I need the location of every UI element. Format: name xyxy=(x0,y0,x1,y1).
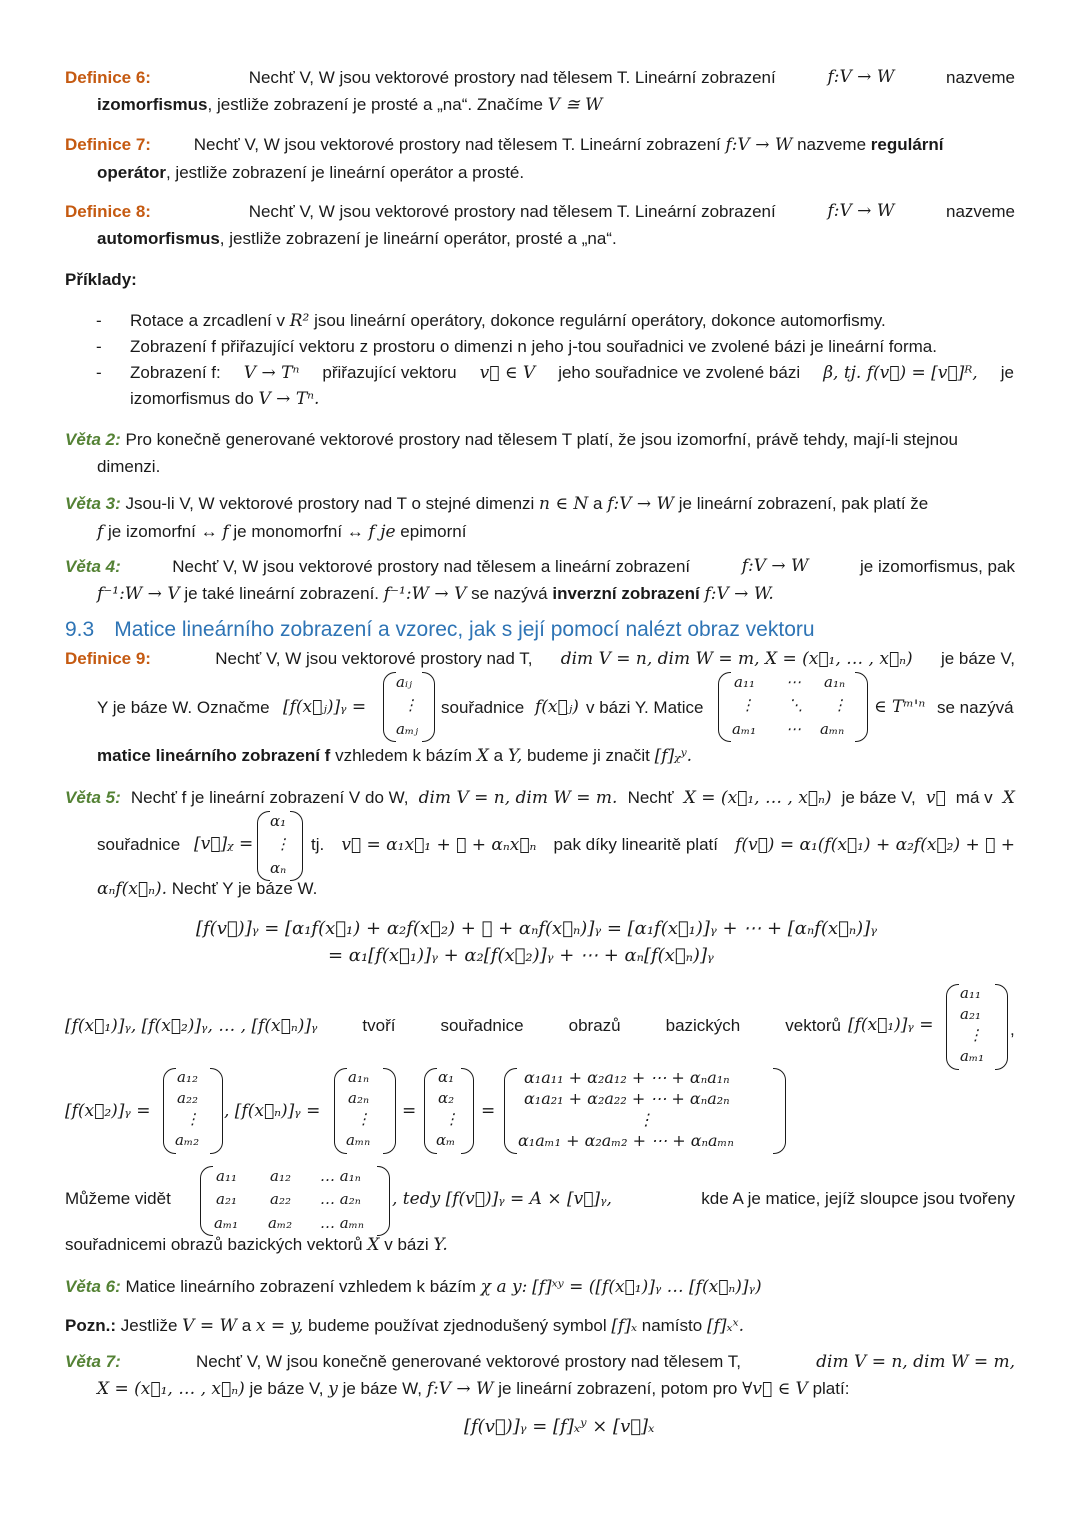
math-expression: dim V = n, dim W = m, xyxy=(816,1352,1015,1372)
math-expression: Y, xyxy=(507,746,523,766)
matrix-cell: a₁₁ xyxy=(216,1167,237,1185)
punctuation: , xyxy=(1010,1020,1015,1039)
matrix-cell: α₂ xyxy=(438,1089,455,1107)
definition-text: souřadnice xyxy=(441,698,525,717)
math-expression: X xyxy=(476,746,489,766)
math-expression: V ≅ W xyxy=(547,95,603,115)
math-expression: [f]ₓˣ. xyxy=(706,1316,744,1336)
math-expression: f xyxy=(222,522,229,542)
definition-text: nazveme xyxy=(946,202,1015,221)
list-text: Zobrazení f přiřazující vektoru z prostoru o dimenzi n jeho j-tou souřadnici ve zvolené bázi je lineární forma. xyxy=(130,337,937,356)
definition-9-line1 xyxy=(65,649,1015,669)
matrix-cell: a₂₂ xyxy=(177,1089,198,1107)
matrix-cell: α₁aₘ₁ + α₂aₘ₂ + ⋯ + αₙaₘₙ xyxy=(518,1131,734,1150)
matrix-cell: a₁₂ xyxy=(270,1167,291,1185)
definition-8 xyxy=(65,198,1015,252)
theorem-text: má v xyxy=(955,788,993,807)
math-expression: v⃗ = α₁x⃗₁ + ⋯ + αₙx⃗ₙ xyxy=(341,835,537,855)
matrix-cell: α₁ xyxy=(270,812,287,830)
math-expression: [f(x⃗ⱼ)]ᵧ = xyxy=(283,697,367,717)
theorem-2 xyxy=(65,426,1015,480)
images-line xyxy=(65,1016,841,1036)
list-dash: - xyxy=(96,311,102,330)
display-equation: = α₁[f(x⃗₁)]ᵧ + α₂[f(x⃗₂)]ᵧ + ⋯ + αₙ[f(x⃗ₙ)]ᵧ xyxy=(328,945,714,966)
theorem-7-line2 xyxy=(97,1379,849,1399)
list-item xyxy=(96,360,1014,412)
theorem-text: je báze V, xyxy=(841,788,916,807)
result-column-vector xyxy=(504,1068,786,1154)
body-text: obrazů xyxy=(568,1016,621,1035)
matrix xyxy=(718,672,868,742)
theorem-text: Pro konečně generované vektorové prostory nad tělesem T platí, že jsou izomorfní, právě tehdy, mají-li stejnou xyxy=(125,430,958,449)
note-text: a xyxy=(241,1316,252,1335)
matrix-cell: ⋯ xyxy=(786,720,801,738)
theorem-label: Věta 6: xyxy=(65,1277,121,1296)
matrix-cell: ⋯ xyxy=(786,673,801,691)
math-expression: X = (x⃗₁, … , x⃗ₙ) xyxy=(683,788,832,808)
math-expression: [f(x⃗₁)]ᵧ, [f(x⃗₂)]ᵧ, … , [f(x⃗ₙ)]ᵧ xyxy=(65,1016,318,1036)
math-expression: β, tj. f(v⃗) = [v⃗]ᴿ, xyxy=(823,363,978,383)
matrix-cell: ⋮ xyxy=(832,696,847,714)
theorem-text: platí: xyxy=(812,1379,850,1398)
matrix-cell: a₂₂ xyxy=(270,1190,291,1208)
theorem-label: Věta 7: xyxy=(65,1352,121,1371)
definition-text: , jestliže zobrazení je prosté a „na“. Značíme xyxy=(207,95,543,114)
math-expression: dim V = n, dim W = m, X = (x⃗₁, … , x⃗ₙ) xyxy=(560,649,913,669)
list-dash: - xyxy=(96,337,102,356)
definition-text: a xyxy=(493,746,504,765)
matrix-cell: ⋮ xyxy=(275,835,290,853)
definition-label: Definice 6: xyxy=(65,68,151,87)
math-expression: [v⃗]ᵪ = xyxy=(194,834,254,854)
math-expression: Y. xyxy=(433,1235,448,1255)
theorem-label: Věta 2: xyxy=(65,430,121,449)
theorem-text: a xyxy=(593,494,603,513)
definition-7 xyxy=(65,131,1015,186)
matrix-cell: αₘ xyxy=(436,1131,456,1149)
matrix-cell: aₘₙ xyxy=(346,1131,371,1149)
theorem-text: je izomorfní ↔ xyxy=(108,522,218,541)
examples-list xyxy=(96,308,1014,412)
matrix-cell: ⋮ xyxy=(403,696,418,714)
theorem-text: je lineární zobrazení, potom pro xyxy=(498,1379,738,1398)
definition-label: Definice 9: xyxy=(65,649,151,668)
matrix-cell: a₂ₙ xyxy=(348,1089,370,1107)
math-expression: ∈ Tᵐ'ⁿ xyxy=(874,697,926,717)
math-expression: f⁻¹:W → V xyxy=(97,584,180,604)
term-bold: inverzní zobrazení xyxy=(552,584,700,603)
math-expression: [f(x⃗₁)]ᵧ = xyxy=(848,1015,934,1035)
coordinate-column-vector xyxy=(383,672,435,742)
column-vector xyxy=(424,1068,474,1154)
theorem-7-line1 xyxy=(65,1352,1015,1372)
matrix-cell: ⋮ xyxy=(638,1110,654,1129)
matrix-cell: a₁₁ xyxy=(734,673,755,691)
math-expression: [f]ᵪʸ. xyxy=(654,746,693,766)
definition-text: nazveme xyxy=(797,135,867,154)
matrix-cell: a₁₂ xyxy=(177,1068,198,1086)
theorem-text: Nechť xyxy=(627,788,674,807)
theorem-text: Matice lineárního zobrazení vzhledem k bázím xyxy=(125,1277,477,1296)
math-expression: f:V → W. xyxy=(704,584,774,604)
theorem-label: Věta 3: xyxy=(65,494,121,513)
column-vector xyxy=(946,984,1008,1070)
section-number: 9.3 xyxy=(65,618,95,641)
matrix-cell: ⋱ xyxy=(788,696,803,714)
matrix-cell: aₘ₁ xyxy=(960,1047,985,1065)
list-dash: - xyxy=(96,363,102,382)
math-expression: x = y, xyxy=(255,1316,304,1336)
math-expression: X xyxy=(1002,788,1015,808)
theorem-text: je báze V, xyxy=(249,1379,324,1398)
definition-text: Nechť V, W jsou vektorové prostory nad T, xyxy=(215,649,533,668)
definition-text: Nechť V, W jsou vektorové prostory nad tělesem T. Lineární zobrazení xyxy=(248,68,776,87)
definition-text: budeme ji značit xyxy=(527,746,650,765)
math-expression: αₙf(x⃗ₙ). xyxy=(97,879,168,899)
body-text: souřadnicemi obrazů bazických vektorů xyxy=(65,1235,363,1254)
list-text: přiřazující vektoru xyxy=(322,363,457,382)
theorem-text: dimenzi. xyxy=(97,457,161,476)
theorem-text: pak díky linearitě platí xyxy=(553,835,718,854)
math-expression: [f]ˣʸ = ([f(x⃗₁)]ᵧ … [f(x⃗ₙ)]ᵧ) xyxy=(532,1277,762,1297)
list-text: jsou lineární operátory, dokonce regulární operátory, dokonce automorfismy. xyxy=(314,311,886,330)
math-expression: f:V → W xyxy=(607,494,675,514)
matrix-cell: aₘ₂ xyxy=(175,1131,200,1149)
math-expression: ∀v⃗ ∈ V xyxy=(742,1379,808,1399)
math-expression: f:V → W xyxy=(741,556,809,576)
definition-text: v bázi Y. Matice xyxy=(586,698,704,717)
theorem-text: tj. xyxy=(311,835,325,854)
term-bold: matice lineárního zobrazení f xyxy=(97,746,331,765)
matrix-cell: ⋮ xyxy=(444,1110,459,1128)
theorem-5-line3 xyxy=(97,879,317,899)
math-expression: y xyxy=(328,1379,338,1399)
list-text: izomorfismus do xyxy=(130,389,254,408)
math-expression: f:V → W xyxy=(827,67,895,87)
display-equation: [f(v⃗)]ᵧ = [f]ₓʸ × [v⃗]ₓ xyxy=(464,1416,655,1437)
math-expression: = xyxy=(481,1101,496,1121)
section-title: Matice lineárního zobrazení a vzorec, jak s její pomocí nalézt obraz vektoru xyxy=(114,618,815,641)
note xyxy=(65,1316,744,1336)
theorem-3 xyxy=(65,490,1015,546)
definition-text: se nazývá xyxy=(937,698,1014,717)
matrix-cell: a₁₁ xyxy=(960,984,981,1002)
body-text: v bázi xyxy=(384,1235,429,1254)
list-text: Zobrazení f: xyxy=(130,363,221,382)
term-bold: regulární xyxy=(870,135,944,154)
math-expression: f:V → W xyxy=(426,1379,494,1399)
matrix-cell: aₘⱼ xyxy=(396,720,419,738)
note-text: Jestliže xyxy=(120,1316,178,1335)
theorem-4 xyxy=(65,553,1015,608)
theorem-text: je lineární zobrazení, pak platí že xyxy=(678,494,929,513)
definition-text: , jestliže zobrazení je lineární operátor a prosté. xyxy=(165,163,525,182)
examples-title: Příklady: xyxy=(65,270,137,289)
matrix-A xyxy=(200,1166,390,1236)
theorem-text: epimorní xyxy=(400,522,467,541)
matrix-cell: α₁a₁₁ + α₂a₁₂ + ⋯ + αₙa₁ₙ xyxy=(524,1068,730,1087)
theorem-text: Nechť V, W jsou vektorové prostory nad tělesem a lineární zobrazení xyxy=(172,557,691,576)
matrix-cell: aₘ₂ xyxy=(268,1214,293,1232)
matrix-cell: … a₁ₙ xyxy=(320,1167,361,1185)
see-line2 xyxy=(65,1235,448,1255)
math-expression: n ∈ N xyxy=(539,494,589,514)
matrix-cell: αₙ xyxy=(270,859,287,877)
theorem-text: Jsou-li V, W vektorové prostory nad T o stejné dimenzi xyxy=(125,494,535,513)
body-text: tvoří xyxy=(362,1016,396,1035)
definition-9-line3 xyxy=(97,746,692,766)
math-expression: v⃗ xyxy=(925,788,946,808)
matrix-cell: ⋮ xyxy=(356,1110,371,1128)
theorem-text: je izomorfismus, pak xyxy=(860,557,1015,576)
matrix-cell: aₘₙ xyxy=(820,720,845,738)
math-expression: [f(x⃗₂)]ᵧ = xyxy=(65,1101,151,1121)
math-expression: X xyxy=(367,1235,380,1255)
math-expression: f xyxy=(97,522,104,542)
math-expression: f(v⃗) = α₁(f(x⃗₁) + α₂f(x⃗₂) + ⋯ + xyxy=(735,835,1015,855)
definition-text: , jestliže zobrazení je lineární operátor, prosté a „na“. xyxy=(219,229,617,248)
math-expression: V = W xyxy=(182,1316,237,1336)
math-expression: V → Tⁿ. xyxy=(258,389,320,409)
theorem-text: souřadnice xyxy=(97,835,181,854)
math-expression: , [f(x⃗ₙ)]ᵧ = xyxy=(224,1101,321,1121)
definition-label: Definice 7: xyxy=(65,135,151,154)
theorem-text: je monomorfní ↔ xyxy=(233,522,364,541)
term-bold: operátor xyxy=(97,163,166,182)
body-text: Můžeme vidět xyxy=(65,1189,171,1208)
matrix-cell: … aₘₙ xyxy=(320,1214,364,1232)
math-expression: = xyxy=(402,1101,417,1121)
math-expression: f je xyxy=(368,522,396,542)
term-bold: izomorfismus xyxy=(97,95,208,114)
math-expression: f:V → W xyxy=(827,201,895,221)
body-text: souřadnice xyxy=(440,1016,524,1035)
term-bold: automorfismus xyxy=(97,229,220,248)
definition-label: Definice 8: xyxy=(65,202,151,221)
matrix-cell: a₂₁ xyxy=(216,1190,237,1208)
list-text: Rotace a zrcadlení v xyxy=(130,311,285,330)
display-equation: [f(v⃗)]ᵧ = [α₁f(x⃗₁) + α₂f(x⃗₂) + ⋯ + αₙf(x⃗ₙ)]ᵧ = [α₁f(x⃗₁)]ᵧ + ⋯ + [αₙf(x⃗ₙ)]ᵧ xyxy=(196,918,877,939)
math-expression: f⁻¹:W → V xyxy=(383,584,467,604)
matrix-cell: … a₂ₙ xyxy=(320,1190,361,1208)
matrix-cell: a₂₁ xyxy=(960,1005,981,1023)
theorem-5-line2 xyxy=(311,835,1015,855)
matrix-cell: ⋮ xyxy=(968,1026,983,1044)
math-expression: f(x⃗ⱼ) xyxy=(535,697,579,717)
definition-text: Y je báze W. Označme xyxy=(97,698,270,717)
theorem-text: Nechť Y je báze W. xyxy=(171,879,318,898)
definition-text: je báze V, xyxy=(940,649,1015,668)
theorem-text: Nechť V, W jsou konečně generované vektorové prostory nad tělesem T, xyxy=(195,1352,741,1371)
theorem-6 xyxy=(65,1277,762,1297)
math-expression: R² xyxy=(289,311,310,331)
matrix-cell: ⋮ xyxy=(740,696,755,714)
math-expression: , tedy [f(v⃗)]ᵧ = A × [v⃗]ᵧ, xyxy=(392,1189,612,1209)
definition-6 xyxy=(65,64,1015,119)
theorem-text: je báze W, xyxy=(342,1379,422,1398)
list-item xyxy=(96,334,1014,360)
definition-text: nazveme xyxy=(946,68,1015,87)
list-text: jeho souřadnice ve zvolené bázi xyxy=(558,363,801,382)
definition-text: Nechť V, W jsou vektorové prostory nad tělesem T. Lineární zobrazení xyxy=(193,135,721,154)
note-label: Pozn.: xyxy=(65,1316,116,1335)
column-vector xyxy=(163,1068,223,1154)
note-text: budeme používat zjednodušený symbol xyxy=(308,1316,607,1335)
theorem-text: se nazývá xyxy=(471,584,548,603)
see-line xyxy=(392,1189,1015,1209)
matrix-cell: α₁ xyxy=(438,1068,455,1086)
theorem-text: Nechť f je lineární zobrazení V do W, xyxy=(130,788,409,807)
list-item xyxy=(96,308,1014,334)
definition-text: Nechť V, W jsou vektorové prostory nad tělesem T. Lineární zobrazení xyxy=(248,202,776,221)
matrix-cell: aₘ₁ xyxy=(732,720,757,738)
matrix-cell: ⋮ xyxy=(185,1110,200,1128)
coordinate-column-vector xyxy=(257,811,303,881)
note-text: namísto xyxy=(641,1316,703,1335)
matrix-cell: a₁ₙ xyxy=(348,1068,370,1086)
math-expression: χ a y: xyxy=(480,1277,528,1297)
list-text: je xyxy=(1000,363,1014,382)
definition-text: vzhledem k bázím xyxy=(335,746,473,765)
theorem-5-line1 xyxy=(65,788,1015,808)
matrix-cell: aₘ₁ xyxy=(214,1214,239,1232)
theorem-label: Věta 4: xyxy=(65,557,121,576)
math-expression: V → Tⁿ xyxy=(243,363,300,383)
body-text: kde A je matice, jejíž sloupce jsou tvořeny xyxy=(701,1189,1015,1208)
math-expression: f:V → W xyxy=(725,135,793,155)
body-text: bazických xyxy=(665,1016,741,1035)
column-vector xyxy=(334,1068,396,1154)
theorem-label: Věta 5: xyxy=(65,788,121,807)
math-expression: X = (x⃗₁, … , x⃗ₙ) xyxy=(97,1379,245,1399)
matrix-cell: α₁a₂₁ + α₂a₂₂ + ⋯ + αₙa₂ₙ xyxy=(524,1089,730,1108)
math-expression: dim V = n, dim W = m. xyxy=(418,788,618,808)
matrix-cell: aᵢⱼ xyxy=(396,673,412,691)
matrix-cell: a₁ₙ xyxy=(824,673,846,691)
math-expression: [f]ₓ xyxy=(611,1316,637,1336)
math-expression: v⃗ ∈ V xyxy=(479,363,536,383)
section-heading xyxy=(65,618,815,642)
body-text: vektorů xyxy=(785,1016,841,1035)
theorem-text: je také lineární zobrazení. xyxy=(184,584,380,603)
